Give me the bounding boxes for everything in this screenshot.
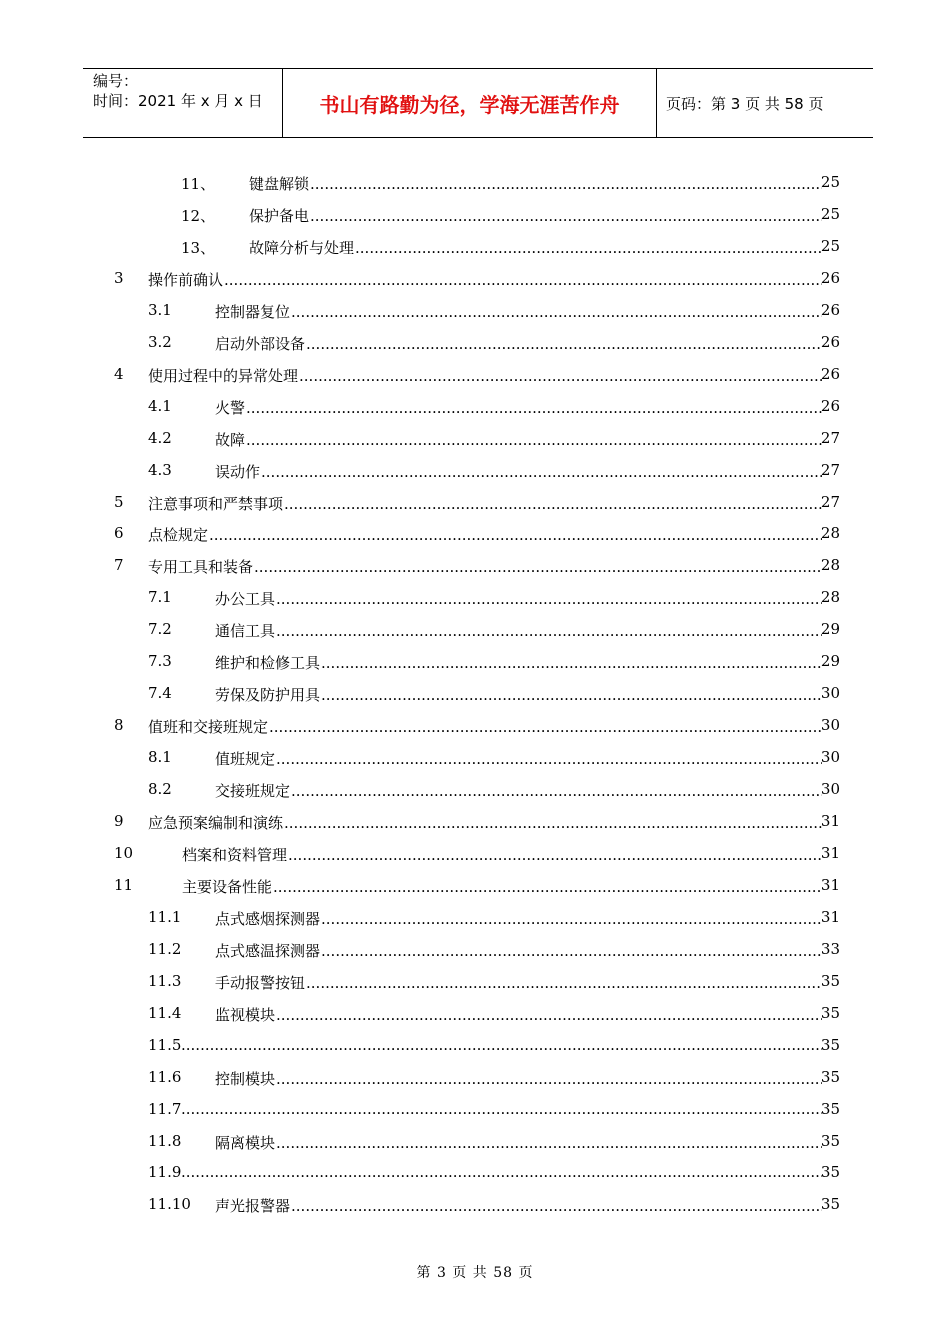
toc-entry-page: 35	[820, 971, 840, 990]
dot-leader	[224, 271, 822, 289]
toc-entry-title: 使用过程中的异常处理	[148, 366, 299, 385]
toc-entry-number: 3.1	[148, 300, 172, 319]
toc-entry-number: 7.3	[148, 652, 172, 671]
dot-leader	[273, 878, 822, 896]
toc-entry-number: 7.1	[148, 588, 172, 607]
toc-entry-page: 31	[820, 875, 840, 894]
toc-entry[interactable]	[0, 583, 950, 613]
toc-entry-number: 5	[114, 492, 124, 511]
toc-entry[interactable]	[0, 296, 950, 326]
toc-entry-page: 31	[820, 907, 840, 926]
dot-leader	[276, 1006, 822, 1024]
toc-entry-title: 监视模块	[215, 1005, 276, 1024]
toc-entry-title: 手动报警按钮	[215, 973, 306, 992]
toc-entry-number: 11.7	[148, 1099, 182, 1118]
toc-entry[interactable]	[0, 711, 950, 741]
toc-entry-title: 启动外部设备	[215, 334, 306, 353]
toc-entry-title-leader	[215, 940, 822, 961]
toc-entry[interactable]	[0, 999, 950, 1029]
toc-entry-page: 26	[820, 332, 840, 351]
toc-entry-page: 26	[820, 396, 840, 415]
toc-entry[interactable]	[0, 935, 950, 965]
toc-entry-title-leader	[215, 1195, 822, 1216]
toc-entry-title: 操作前确认	[148, 270, 224, 289]
toc-entry-number: 4.2	[148, 428, 172, 447]
toc-entry-title-leader	[215, 1132, 822, 1153]
toc-entry-number: 11.5	[148, 1035, 182, 1054]
dot-leader	[254, 558, 822, 576]
header-motto: 书山有路勤为径，学海无涯苦作舟	[283, 69, 657, 137]
toc-entry-page: 33	[820, 939, 840, 958]
toc-entry-page: 26	[820, 300, 840, 319]
toc-entry[interactable]	[0, 1190, 950, 1220]
dot-leader	[310, 207, 822, 225]
toc-entry[interactable]	[0, 1127, 950, 1157]
dot-leader	[276, 1070, 822, 1088]
toc-entry-title-leader	[215, 652, 822, 673]
toc-entry[interactable]	[0, 456, 950, 486]
toc-entry-title: 点检规定	[148, 526, 209, 545]
toc-entry-title: 维护和检修工具	[215, 654, 321, 673]
toc-entry-title-leader	[148, 269, 822, 290]
toc-entry-title: 应急预案编制和演练	[148, 814, 284, 832]
toc-entry-title: 通信工具	[215, 622, 276, 641]
dot-leader	[284, 495, 822, 513]
toc-entry[interactable]	[0, 488, 950, 518]
toc-entry-page: 35	[820, 1163, 840, 1182]
toc-entry-number: 11.9	[148, 1163, 182, 1182]
toc-entry[interactable]	[0, 424, 950, 454]
dot-leader	[269, 718, 822, 736]
toc-entry-page: 26	[820, 364, 840, 383]
toc-entry-page: 35	[820, 1099, 840, 1118]
toc-entry-page: 35	[820, 1003, 840, 1022]
dot-leader	[306, 974, 822, 992]
toc-entry-title: 误动作	[215, 462, 261, 481]
dot-leader	[276, 750, 822, 768]
toc-entry-number: 4	[114, 364, 124, 383]
toc-entry-number: 7.4	[148, 684, 172, 703]
toc-entry-page: 25	[820, 204, 840, 223]
toc-entry-number: 11、	[181, 175, 216, 193]
toc-entry[interactable]	[0, 232, 950, 262]
toc-entry-number: 11.3	[148, 971, 182, 990]
toc-entry-title-leader	[215, 461, 822, 482]
toc-entry-title: 声光报警器	[215, 1197, 291, 1216]
toc-entry-number: 11.8	[148, 1131, 182, 1150]
toc-entry-title-leader	[249, 237, 822, 258]
header-number: 编号：	[93, 72, 139, 90]
toc-entry[interactable]	[0, 519, 950, 549]
toc-entry[interactable]	[0, 967, 950, 997]
toc-entry-page: 31	[820, 812, 840, 830]
toc-entry[interactable]	[0, 903, 950, 933]
toc-entry-title: 控制器复位	[215, 302, 291, 321]
toc-entry-number: 8.1	[148, 748, 172, 767]
toc-entry-page: 27	[820, 492, 840, 511]
toc-entry-number: 11.2	[148, 939, 182, 958]
toc-entry-title-leader	[182, 876, 822, 897]
toc-entry[interactable]	[0, 615, 950, 645]
toc-entry-page: 30	[820, 684, 840, 703]
toc-entry[interactable]	[0, 168, 950, 198]
page-footer: 第 3 页 共 58 页	[416, 1265, 534, 1281]
toc-entry-page: 27	[820, 460, 840, 479]
toc-entry-title-leader	[148, 812, 822, 833]
dot-leader	[181, 1163, 822, 1181]
dot-leader	[246, 399, 822, 417]
toc-entry-page: 28	[820, 556, 840, 575]
header-meta	[83, 69, 283, 137]
toc-entry[interactable]	[0, 1031, 950, 1061]
toc-entry-number: 11.4	[148, 1003, 182, 1022]
dot-leader	[288, 846, 822, 864]
toc-entry-page: 35	[820, 1195, 840, 1214]
dot-leader	[291, 1197, 822, 1215]
header-time: 时间：2021 年 x 月 x 日	[93, 92, 263, 110]
toc-entry-page: 29	[820, 652, 840, 671]
toc-entry-title-leader	[180, 1163, 822, 1181]
toc-entry-number: 11	[114, 875, 134, 894]
toc-entry[interactable]	[0, 647, 950, 677]
toc-entry-number: 12、	[181, 206, 216, 225]
toc-entry[interactable]	[0, 775, 950, 805]
toc-entry-title-leader	[180, 1100, 822, 1118]
toc-entry-title-leader	[249, 173, 822, 194]
dot-leader	[306, 335, 822, 353]
toc-entry-title: 劳保及防护用具	[215, 686, 321, 705]
toc-entry-title: 隔离模块	[215, 1133, 276, 1152]
toc-entry-title: 保护备电	[249, 206, 310, 225]
toc-entry-title-leader	[182, 844, 822, 865]
toc-entry-title-leader	[215, 397, 822, 418]
toc-entry-title-leader	[215, 748, 822, 769]
toc-entry-number: 4.1	[148, 396, 172, 415]
toc-entry-title-leader	[180, 1036, 822, 1054]
toc-entry-page: 25	[820, 173, 840, 191]
toc-entry-page: 25	[820, 236, 840, 255]
toc-entry-title-leader	[148, 716, 822, 737]
toc-entry-page: 28	[820, 524, 840, 543]
toc-entry-title-leader	[215, 1068, 822, 1089]
toc-entry-title: 办公工具	[215, 590, 276, 609]
toc-entry[interactable]	[0, 679, 950, 709]
toc-entry-title: 值班和交接班规定	[148, 718, 269, 737]
dot-leader	[209, 526, 822, 544]
toc-entry-title: 交接班规定	[215, 782, 291, 801]
toc-entry[interactable]	[0, 807, 950, 837]
toc-entry-title-leader	[249, 205, 822, 226]
toc-entry[interactable]	[0, 871, 950, 901]
toc-entry-title-leader	[215, 429, 822, 450]
toc-entry-page: 35	[820, 1035, 840, 1054]
dot-leader	[321, 654, 822, 672]
toc-entry-number: 7.2	[148, 620, 172, 639]
toc-entry-title-leader	[148, 493, 822, 514]
toc-entry-number: 8	[114, 716, 124, 735]
toc-entry[interactable]	[0, 743, 950, 773]
toc-entry-title: 故障	[215, 430, 246, 449]
toc-entry-title: 点式感烟探测器	[215, 909, 321, 928]
toc-entry-title: 注意事项和严禁事项	[148, 494, 284, 513]
toc-entry-title-leader	[215, 588, 822, 609]
toc-entry-title-leader	[215, 780, 822, 801]
toc-entry-number: 11.6	[148, 1067, 182, 1086]
toc-entry-page: 29	[820, 620, 840, 639]
toc-entry-title-leader	[215, 908, 822, 929]
toc-entry-title: 专用工具和装备	[148, 558, 254, 577]
toc-entry-title: 值班规定	[215, 750, 276, 769]
toc-entry[interactable]	[0, 360, 950, 390]
toc-entry-page: 27	[820, 428, 840, 447]
dot-leader	[276, 622, 822, 640]
toc-entry-page: 30	[820, 716, 840, 735]
toc-entry-title-leader	[215, 684, 822, 705]
dot-leader	[321, 686, 822, 704]
dot-leader	[261, 463, 822, 481]
toc-entry-title: 键盘解锁	[249, 175, 310, 193]
toc-entry-number: 8.2	[148, 780, 172, 799]
toc-entry-title-leader	[215, 972, 822, 993]
dot-leader	[181, 1100, 822, 1118]
toc-entry-title: 点式感温探测器	[215, 941, 321, 960]
toc-entry-title-leader	[148, 524, 822, 545]
toc-entry-page: 35	[820, 1131, 840, 1150]
dot-leader	[299, 367, 822, 385]
dot-leader	[310, 175, 822, 193]
toc-entry-number: 11.1	[148, 907, 182, 926]
toc-entry-page: 26	[820, 268, 840, 287]
dot-leader	[321, 942, 822, 960]
dot-leader	[291, 303, 822, 321]
toc-entry-title: 控制模块	[215, 1069, 276, 1088]
toc-entry-page: 30	[820, 748, 840, 767]
toc-entry-number: 6	[114, 524, 124, 543]
toc-entry-title: 故障分析与处理	[249, 238, 355, 257]
toc-entry-page: 35	[820, 1067, 840, 1086]
toc-entry-title-leader	[215, 620, 822, 641]
dot-leader	[276, 1134, 822, 1152]
dot-leader	[284, 814, 822, 832]
toc-entry[interactable]	[0, 1158, 950, 1188]
toc-entry-title-leader	[148, 365, 822, 386]
toc-entry-title: 主要设备性能	[182, 877, 273, 896]
toc-entry[interactable]	[0, 839, 950, 869]
toc-entry-title-leader	[215, 301, 822, 322]
toc-entry-page: 30	[820, 780, 840, 799]
dot-leader	[321, 910, 822, 928]
page-header	[83, 68, 873, 138]
toc-entry-page: 31	[820, 843, 840, 862]
dot-leader	[246, 431, 822, 449]
toc-entry-title: 火警	[215, 398, 246, 417]
toc-entry-number: 9	[114, 812, 124, 830]
toc-entry-title-leader	[215, 333, 822, 354]
toc-entry-number: 7	[114, 556, 124, 575]
toc-entry[interactable]	[0, 1095, 950, 1125]
toc-entry-title-leader	[215, 1004, 822, 1025]
toc-entry[interactable]	[0, 264, 950, 294]
toc-entry[interactable]	[0, 1063, 950, 1093]
toc-entry-number: 3	[114, 268, 124, 287]
toc-entry[interactable]	[0, 328, 950, 358]
dot-leader	[276, 590, 822, 608]
toc-entry-number: 13、	[181, 238, 216, 257]
toc-entry-number: 4.3	[148, 460, 172, 479]
dot-leader	[355, 239, 822, 257]
toc-entry[interactable]	[0, 200, 950, 230]
dot-leader	[181, 1036, 822, 1054]
toc-entry[interactable]	[0, 551, 950, 581]
toc-entry-page: 28	[820, 588, 840, 607]
toc-entry-number: 10	[114, 843, 134, 862]
header-page-info: 页码：第 3 页 共 58 页	[666, 94, 824, 113]
toc-entry-title-leader	[148, 556, 822, 577]
toc-entry-number: 11.10	[148, 1195, 191, 1214]
toc-entry-number: 3.2	[148, 332, 172, 351]
toc-entry[interactable]	[0, 392, 950, 422]
dot-leader	[291, 782, 822, 800]
toc-entry-title: 档案和资料管理	[182, 845, 288, 864]
